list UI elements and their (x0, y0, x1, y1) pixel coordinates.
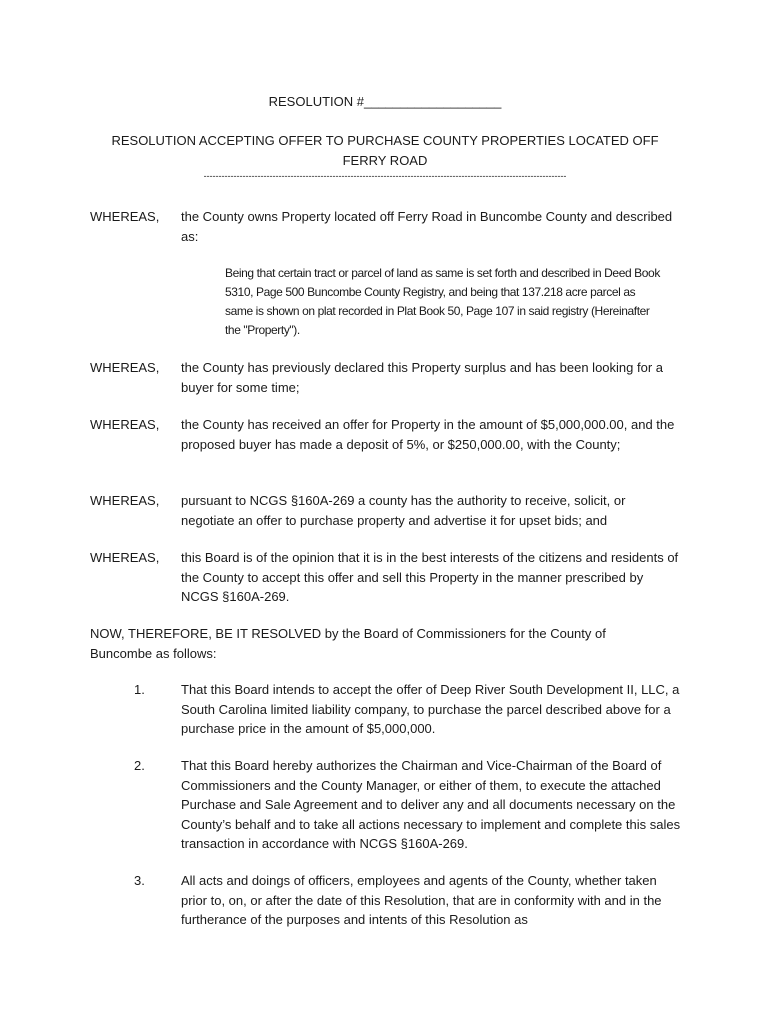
whereas-label: WHEREAS, (90, 550, 160, 565)
item-number: 1. (134, 682, 145, 697)
whereas-label: WHEREAS, (90, 417, 160, 432)
resolution-title (90, 131, 680, 171)
whereas-label: WHEREAS, (90, 360, 160, 375)
whereas-text: pursuant to NCGS §160A-269 a county has the authority to receive, solicit, or negotiate an offer to purchase property and advertise it for upset bids; and (181, 493, 626, 528)
property-description: Being that certain tract or parcel of land as same is set forth and described in Deed Book 5310, Page 500 Buncombe County Registry, and being that 137.218 acre parcel as same is shown on plat recorded in Plat Book 50, Page 107 in said registry (Hereinafter the "Property"). (225, 266, 660, 337)
item-text: That this Board intends to accept the offer of Deep River South Development II, LLC, a South Carolina limited liability company, to purchase the parcel described above for a purchase price in the amount of $5,000,000. (181, 682, 680, 736)
title-line-2: FERRY ROAD (342, 153, 428, 168)
whereas-text: the County has previously declared this Property surplus and has been looking for a buyer for some time; (181, 360, 664, 395)
resolution-number: RESOLUTION #___________________ (268, 94, 502, 109)
item-text: That this Board hereby authorizes the Chairman and Vice-Chairman of the Board of Commissioners and the County Manager, or either of them, to execute the attached Purchase and Sale Agreement and to deliver any and all documents necessary on the County’s behalf and to take all actions necessary to implement and complete this sales transaction in accordance with NCGS §160A-269. (181, 758, 681, 851)
item-number: 2. (134, 758, 145, 773)
whereas-text: the County has received an offer for Property in the amount of $5,000,000.00, and the proposed buyer has made a deposit of 5%, or $250,000.00, with the County; (181, 417, 675, 452)
title-divider: ------------------------------------------------------------------------------------------------------------------------- (203, 171, 567, 181)
whereas-text: the County owns Property located off Ferry Road in Buncombe County and described as: (181, 209, 673, 244)
item-number: 3. (134, 873, 145, 888)
title-line-1: RESOLUTION ACCEPTING OFFER TO PURCHASE COUNTY PROPERTIES LOCATED OFF (111, 133, 659, 148)
whereas-label: WHEREAS, (90, 493, 160, 508)
whereas-text: this Board is of the opinion that it is in the best interests of the citizens and residents of the County to accept this offer and sell this Property in the manner prescribed by NCGS §160A-269. (181, 550, 679, 604)
whereas-label: WHEREAS, (90, 209, 160, 224)
item-text: All acts and doings of officers, employees and agents of the County, whether taken prior to, on, or after the date of this Resolution, that are in conformity with and in the furtherance of the purposes and intents of this Resolution as (181, 873, 662, 927)
resolved-intro: NOW, THEREFORE, BE IT RESOLVED by the Board of Commissioners for the County of Buncombe as follows: (90, 626, 606, 661)
